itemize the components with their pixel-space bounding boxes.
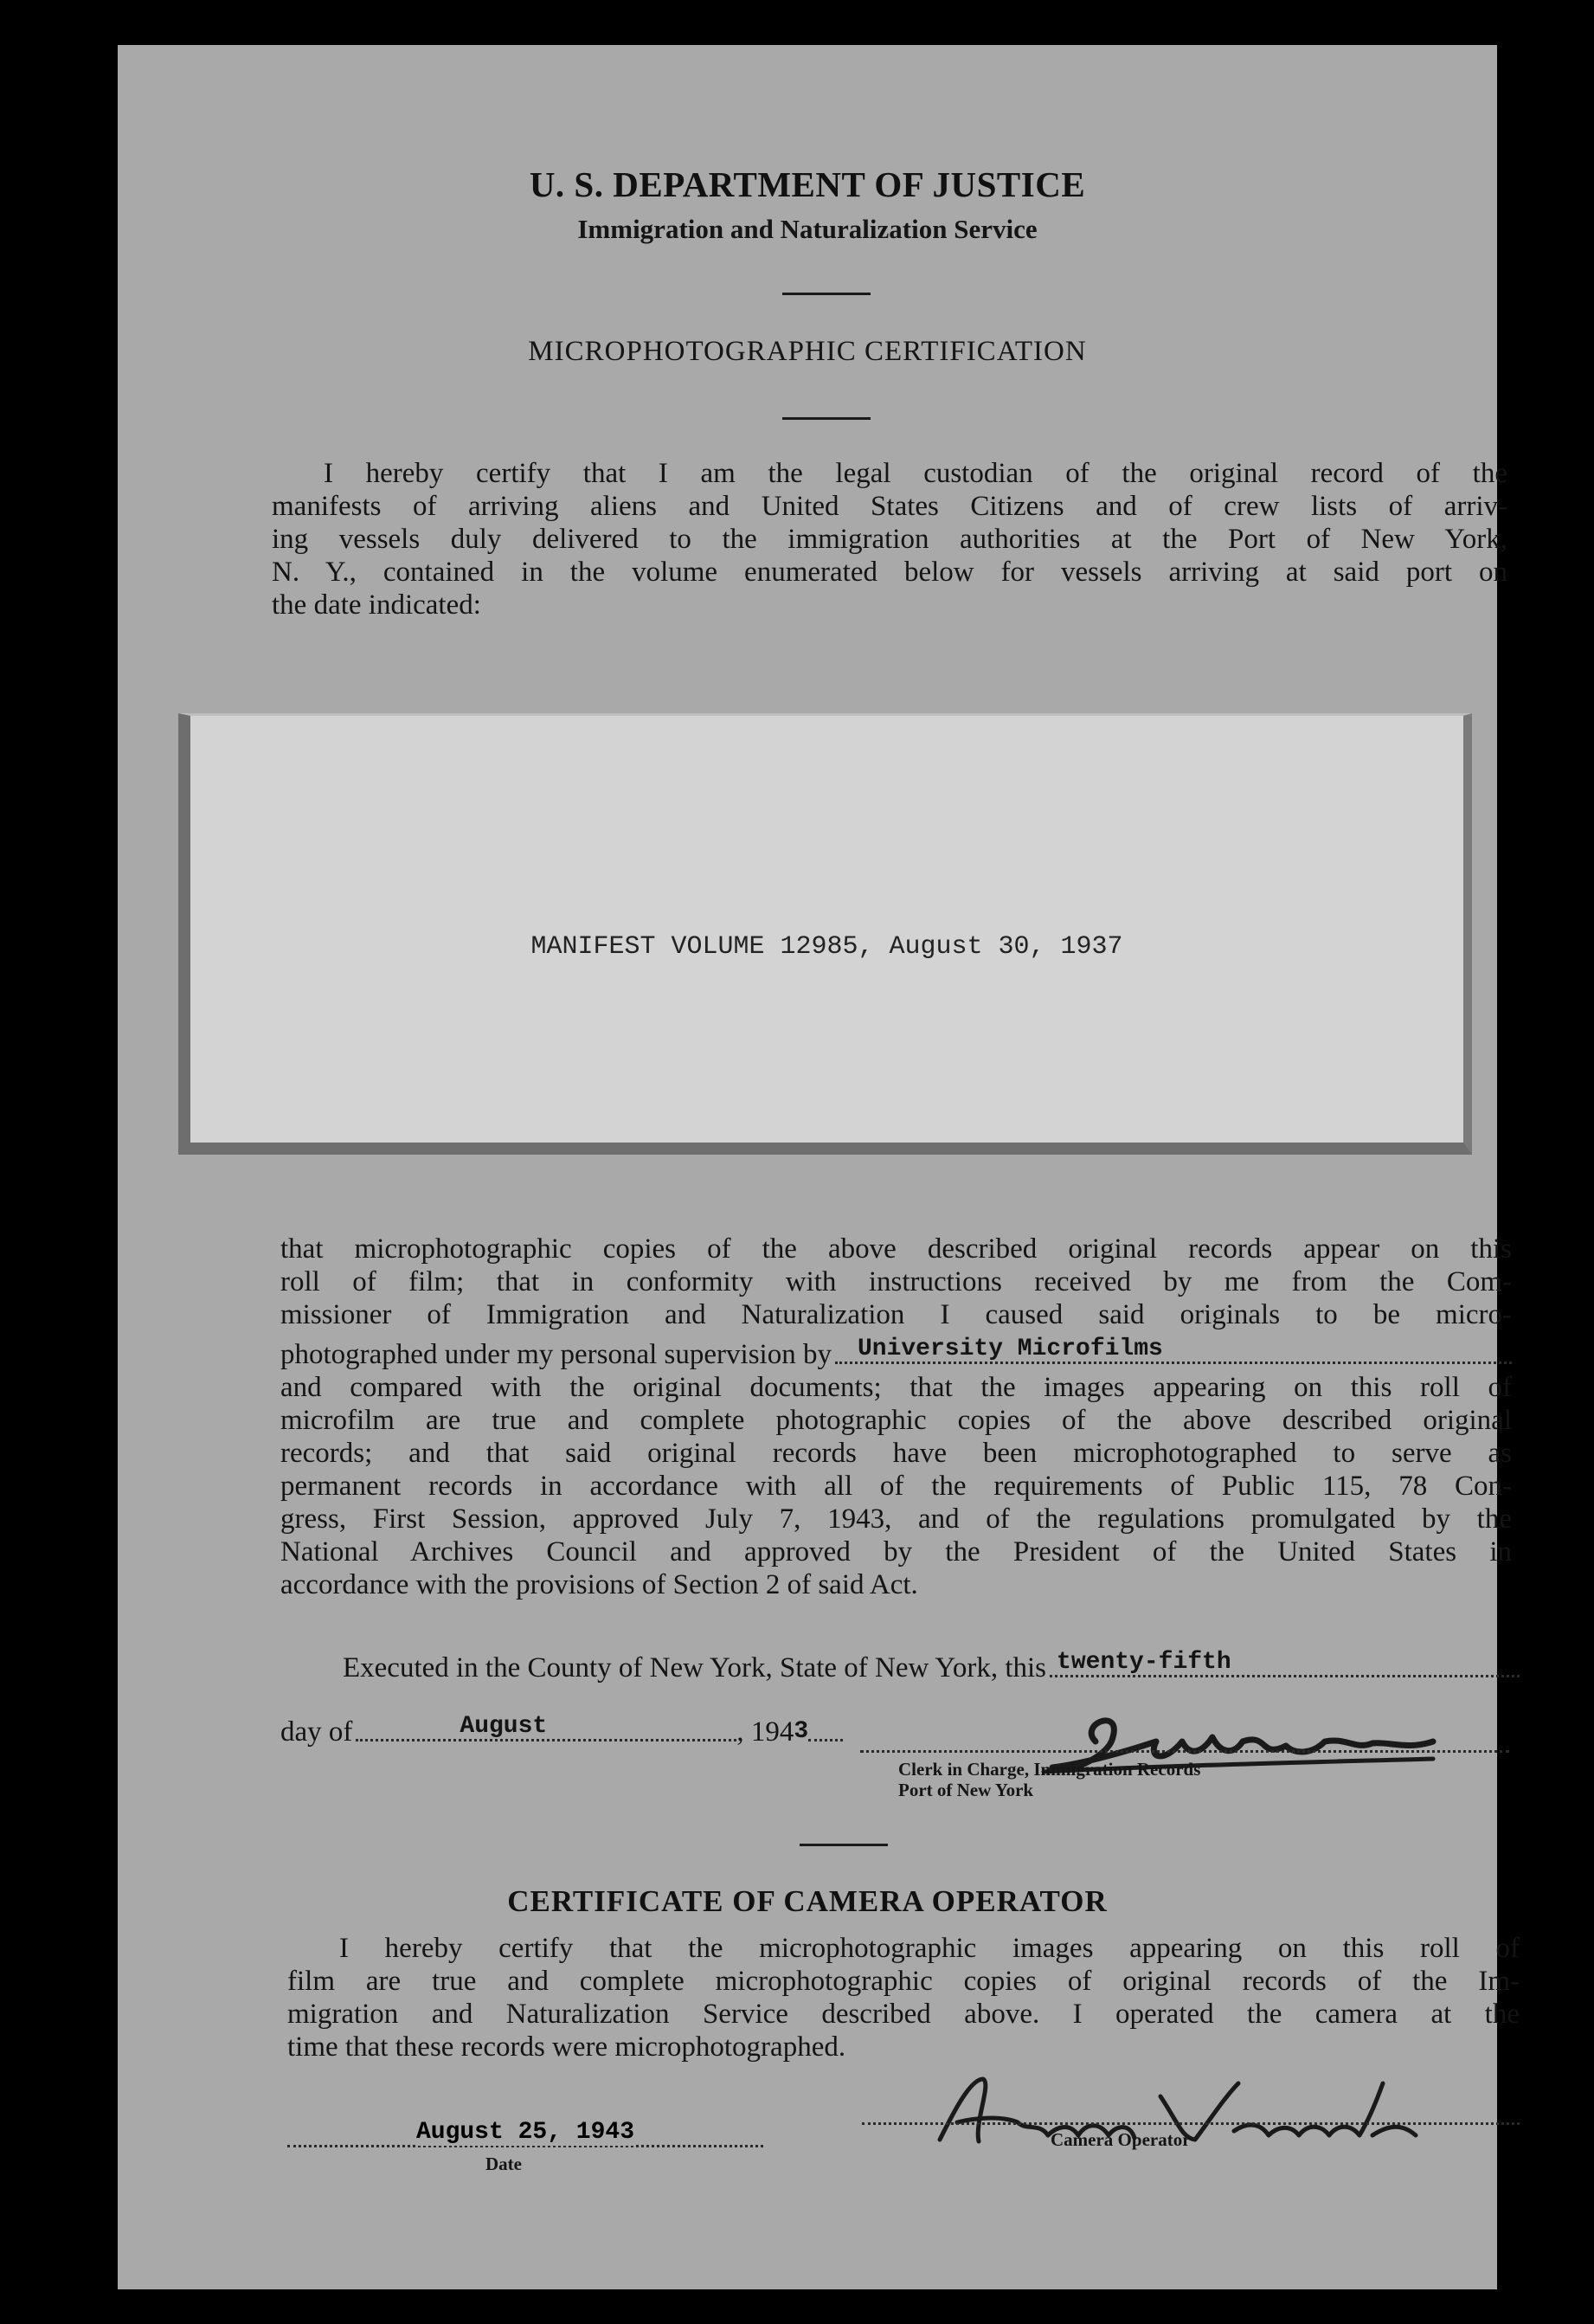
executed-line [343, 1651, 1520, 1684]
service-heading: Immigration and Naturalization Service [577, 214, 1038, 244]
volume-insert-slip [178, 713, 1472, 1155]
body-paragraph [280, 1233, 1512, 1601]
camera-certificate-title: CERTIFICATE OF CAMERA OPERATOR [507, 1884, 1108, 1918]
text-fragment: day of [280, 1716, 353, 1748]
text-line: and compared with the original documents; that the images appearing on this roll of [280, 1372, 1512, 1403]
certification-title: MICROPHOTOGRAPHIC CERTIFICATION [528, 336, 1087, 367]
day-of-line [280, 1713, 999, 1748]
year-value: 3 [794, 1718, 809, 1745]
text-line: I hereby certify that I am the legal custodian of the original record of the [324, 458, 1507, 489]
date-label: Date [485, 2153, 522, 2174]
text-line: migration and Naturalization Service described above. I operated the camera at the [287, 1999, 1520, 2030]
microfilm-company-value: University Microfilms [857, 1336, 1163, 1362]
divider-rule [800, 1844, 888, 1846]
company-fill-line [835, 1336, 1512, 1364]
divider-rule [782, 293, 871, 295]
intro-paragraph [272, 457, 1507, 621]
manifest-volume-text: MANIFEST VOLUME 12985, August 30, 1937 [530, 932, 1123, 962]
month-fill-line [356, 1713, 736, 1741]
text-line: gress, First Session, approved July 7, 1943, and of the regulations promulgated by the [280, 1503, 1512, 1535]
clerk-signature-line [860, 1748, 1509, 1753]
text-line: microfilm are true and complete photographic copies of the above described original [280, 1405, 1512, 1436]
day-fill-line [1050, 1649, 1520, 1677]
text-line: that microphotographic copies of the above described original records appear on this [280, 1233, 1512, 1265]
text-line: the date indicated: [272, 589, 481, 621]
text-line: permanent records in accordance with all of the requirements of Public 115, 78 Con- [280, 1471, 1512, 1502]
clerk-office: Port of New York [898, 1780, 1034, 1800]
text-line: accordance with the provisions of Section 2 of said Act. [280, 1569, 918, 1600]
text-line: I hereby certify that the microphotographic images appearing on this roll of [339, 1933, 1520, 1964]
text-line: N. Y., contained in the volume enumerated below for vessels arriving at said port on [272, 557, 1507, 588]
text-line: manifests of arriving aliens and United States Citizens and of crew lists of arriv- [272, 491, 1507, 522]
camera-date-value: August 25, 1943 [415, 2119, 635, 2146]
text-fragment: , 194 [736, 1716, 794, 1748]
divider-rule [782, 417, 871, 420]
text-fragment: photographed under my personal supervision by [280, 1339, 832, 1370]
operator-signature-line [862, 2121, 1520, 2125]
day-value: twenty-fifth [1057, 1649, 1231, 1676]
year-fill-line [808, 1716, 843, 1741]
text-line: National Archives Council and approved by the President of the United States in [280, 1536, 1512, 1568]
camera-paragraph [287, 1932, 1520, 2063]
text-line: missioner of Immigration and Naturalization I caused said originals to be micro- [280, 1299, 1512, 1330]
department-heading: U. S. DEPARTMENT OF JUSTICE [529, 164, 1086, 204]
camera-operator-label: Camera Operator [1051, 2129, 1191, 2150]
clerk-signature [983, 1690, 1520, 1802]
text-line: roll of film; that in conformity with instructions received by me from the Com- [280, 1266, 1512, 1297]
certificate-sheet [118, 45, 1520, 2289]
clerk-title: Clerk in Charge, Immigration Records [898, 1759, 1201, 1780]
text-fragment: Executed in the County of New York, State of New York, this [343, 1652, 1047, 1683]
month-value: August [460, 1713, 548, 1740]
date-fill-line [287, 2119, 763, 2147]
text-line: records; and that said original records have been microphotographed to serve as [280, 1438, 1512, 1469]
text-line: time that these records were microphotographed. [287, 2031, 846, 2063]
text-line: ing vessels duly delivered to the immigration authorities at the Port of New York, [272, 524, 1507, 555]
text-line: film are true and complete microphotographic copies of original records of the Im- [287, 1966, 1520, 1997]
text-line [280, 1338, 1512, 1371]
